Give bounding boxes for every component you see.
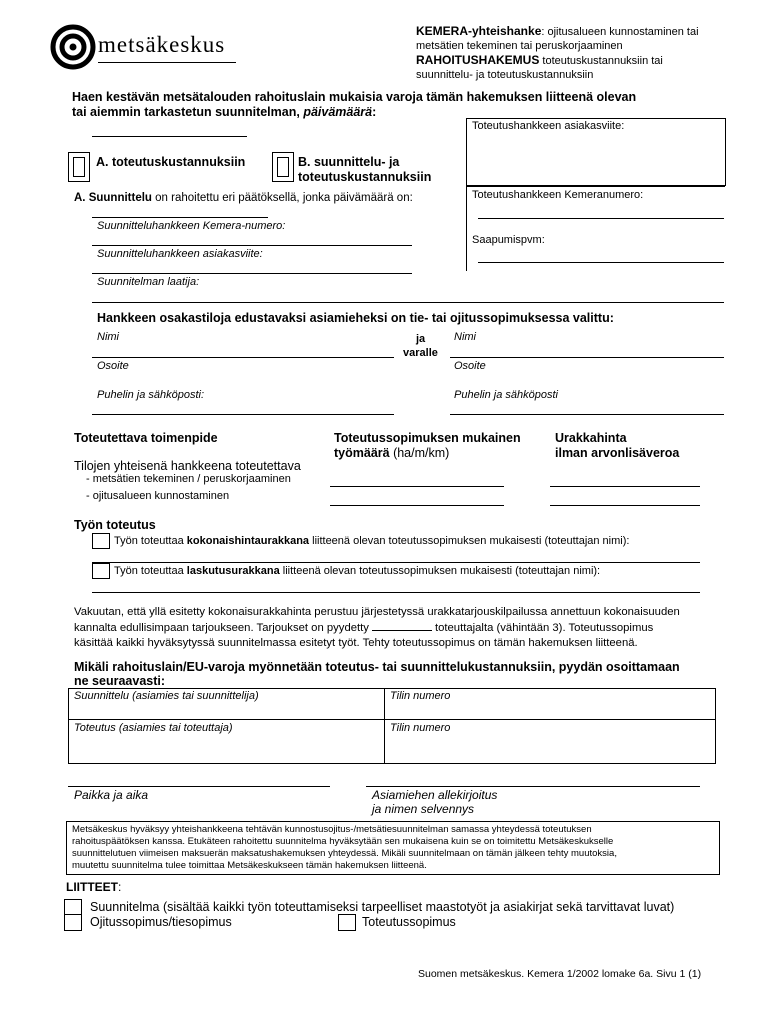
ditch-agreement-checkbox[interactable] [64,914,82,931]
logo-underline [98,62,236,63]
measure-item-road: - metsätien tekeminen / peruskorjaaminen [86,473,291,485]
section-divider [92,302,724,303]
measure-col3-header [555,431,679,461]
section-a-prefix: A. [74,192,86,204]
ditch-amount-input[interactable] [330,490,504,504]
kemeranumero-label: Toteutushankkeen Kemeranumero: [472,189,644,201]
ditch-price-input[interactable] [550,490,700,504]
logo-wordmark: metsäkeskus [98,32,226,57]
option-a-checkbox[interactable] [68,152,90,182]
road-amount-input[interactable] [330,471,504,485]
assurance-text [74,605,734,651]
intro-line2b: päivämäärä [303,105,373,119]
lump-sum-checkbox[interactable] [92,533,110,549]
measure-col1-header: Toteutettava toimenpide [74,431,218,445]
invoice-label-bold: laskutusurakkana [186,565,280,577]
header-line2: metsätien tekeminen tai peruskorjaaminen [416,40,623,52]
road-price-input[interactable] [550,471,700,485]
header-line3: toteutuskustannuksiin tai [539,55,663,67]
address-label-left: Osoite [97,360,129,372]
ja-label: ja [416,333,426,345]
option-b-label-1: B. suunnittelu- ja [298,155,400,169]
intro-line2c: : [372,105,377,119]
payment-table-vline [384,688,385,764]
place-date-line [68,786,330,787]
intro-text [72,90,712,120]
work-title: Työn toteutus [74,518,156,532]
notice-line4: muutettu suunnitelma tulee toimittaa Metsäkeskukseen tämän hakemuksen liitteenä. [72,860,427,871]
invoice-checkbox[interactable] [92,563,110,579]
execution-payee-label: Toteutus (asiamies tai toteuttaja) [74,722,233,734]
plan-reference-line [92,273,412,274]
header-title: KEMERA-yhteishanke [416,24,542,38]
kemeranumero-input[interactable] [478,202,724,216]
notice-line3: suunnittelutuen viimeisen maksuerän maksatushakemuksen yhteydessä. Mikäli suunnitelmaan on tämän jälkeen tehty muutoksia, [72,848,617,859]
phone-label-left: Puhelin ja sähköposti: [97,389,205,401]
plan-attachment-label: Suunnitelma (sisältää kaikki työn toteuttamiseksi tarpeelliset maastotyöt ja asiakirjat sekä tarvittavat luvat) [90,900,675,914]
intro-line1: Haen kestävän metsätalouden rahoituslain mukaisia varoja tämän hakemuksen liitteenä olevan [72,90,637,104]
option-b-label-2: toteutuskustannuksiin [298,170,432,184]
ditch-price-line [550,505,700,506]
representative-title: Hankkeen osakastiloja edustavaksi asiamieheksi on tie- tai ojitussopimuksessa valittu: [97,311,614,325]
saapumispvm-input[interactable] [478,246,724,260]
attachments-title [66,880,121,894]
invoice-label-rest: liitteenä olevan toteutussopimuksen mukaisesti (toteuttajan nimi): [279,565,601,577]
execution-agreement-checkbox[interactable] [338,914,356,931]
lump-sum-label-bold: kokonaishintaurakkana [186,535,310,547]
saapumispvm-label: Saapumispvm: [472,234,545,246]
road-price-line [550,486,700,487]
option-a-label: A. toteutuskustannuksiin [96,155,246,169]
lump-sum-contractor-input[interactable] [92,548,700,562]
measure-col3-header-2: ilman arvonlisäveroa [555,446,680,460]
intro-line2a: tai aiemmin tarkastetun suunnitelman, [72,105,304,119]
asiakasviite-label: Toteutushankkeen asiakasviite: [472,120,625,132]
assurance-line2b: toteuttajalta (vähintään 3). Toteutussopimus [434,622,654,634]
decision-date-input[interactable] [92,202,268,216]
invoice-label [114,565,600,577]
saapumispvm-line [478,262,724,263]
logo-target-icon [50,24,96,70]
execution-account-label: Tilin numero [390,722,451,734]
form-header [416,24,736,82]
logo [50,24,240,70]
payment-title-2: ne seuraavasti: [74,674,166,688]
plan-reference-label: Suunnitteluhankkeen asiakasviite: [97,248,263,260]
payment-title-1: Mikäli rahoituslain/EU-varoja myönnetään toteutus- tai suunnittelukustannuksiin, pyydän osoittamaan [74,660,680,674]
name-label-left: Nimi [97,331,119,343]
measure-col2-header-2b: (ha/m/km) [389,446,450,460]
lump-sum-label-a: Työn toteuttaa [114,535,187,547]
invoice-contractor-input[interactable] [92,578,700,592]
section-a-rest: on rahoitettu eri päätöksellä, jonka päivämäärä on: [151,192,413,204]
payment-title [74,660,680,688]
option-b-label [298,155,431,185]
assurance-line1: Vakuutan, että yllä esitetty kokonaisurakkahinta perustuu järjestetyssä urakkatarjouskilpailussa annettuun kokonaisuuden [74,606,680,618]
assurance-line2a: kannalta edullisimpaan tarjoukseen. Tarjoukset on pyydetty [74,622,369,634]
header-line4: suunnittelu- ja toteutuskustannuksiin [416,69,594,81]
signature-label [372,788,497,816]
varalle-label: varalle [403,347,438,359]
phone-label-right: Puhelin ja sähköposti [454,389,558,401]
plan-author-label: Suunnitelman laatija: [97,276,200,288]
address-label-right: Osoite [454,360,486,372]
notice-text [72,824,716,872]
measure-col3-header-1: Urakkahinta [555,431,627,445]
notice-line2: rahoituspäätöksen kanssa. Etukäteen rahoitettu suunnitelma hyväksytään sen mukaisena kuin se on toimitettu Metsäkeskukselle [72,836,614,847]
header-subtitle: RAHOITUSHAKEMUS [416,53,540,67]
measure-col2-header [334,431,521,461]
offer-count-field[interactable] [372,620,432,631]
measure-col2-header-2a: työmäärä [334,446,390,460]
ditch-agreement-label: Ojitussopimus/tiesopimus [90,915,232,929]
plan-date-line [92,136,247,137]
kemera-number-line [92,245,412,246]
ditch-amount-line [330,505,504,506]
signature-label-1: Asiamiehen allekirjoitus [372,788,498,802]
measure-col2-header-1: Toteutussopimuksen mukainen [334,431,521,445]
lump-sum-label-rest: liitteenä olevan toteutussopimuksen mukaisesti (toteuttajan nimi): [309,535,630,547]
kemera-number-label: Suunnitteluhankkeen Kemera-numero: [97,220,286,232]
attachments-colon: : [118,880,122,894]
planning-account-label: Tilin numero [390,690,451,702]
lump-sum-label [114,535,629,547]
name-label-right: Nimi [454,331,476,343]
invoice-contractor-line [92,592,700,593]
road-amount-line [330,486,504,487]
header-line1: : ojitusalueen kunnostaminen tai [541,26,699,38]
signature-label-2: ja nimen selvennys [372,802,475,816]
signature-line [366,786,700,787]
name-line-right [450,357,724,358]
measure-item-ditch: - ojitusalueen kunnostaminen [86,490,230,502]
phone-line-right [450,414,724,415]
payment-table-hline [68,719,716,720]
kemeranumero-line [478,218,724,219]
assurance-line3: käsittää kaikki hyväksytyssä suunnitelmassa esitetyt työt. Tehty toteutussopimus on tämän hakemuksen liitteenä. [74,637,638,649]
place-date-label: Paikka ja aika [74,788,149,802]
invoice-label-a: Työn toteuttaa [114,565,187,577]
name-line-left [92,357,394,358]
plan-date-input[interactable] [92,121,247,135]
page-footer: Suomen metsäkeskus. Kemera 1/2002 lomake 6a. Sivu 1 (1) [418,968,702,980]
phone-line-left [92,414,394,415]
measure-subtitle: Tilojen yhteisenä hankkeena toteutettava [74,459,301,473]
planning-payee-label: Suunnittelu (asiamies tai suunnittelija) [74,690,259,702]
option-b-checkbox[interactable] [272,152,294,182]
notice-line1: Metsäkeskus hyväksyy yhteishankkeena tehtävän kunnostusojitus-/metsätiesuunnitelman samassa yhteydessä toteutuksen [72,824,592,835]
section-a-bold: Suunnittelu [88,192,152,204]
lump-sum-contractor-line [92,562,700,563]
decision-date-line [92,217,268,218]
attachments-title-text: LIITTEET [66,880,118,894]
execution-agreement-label: Toteutussopimus [362,915,456,929]
